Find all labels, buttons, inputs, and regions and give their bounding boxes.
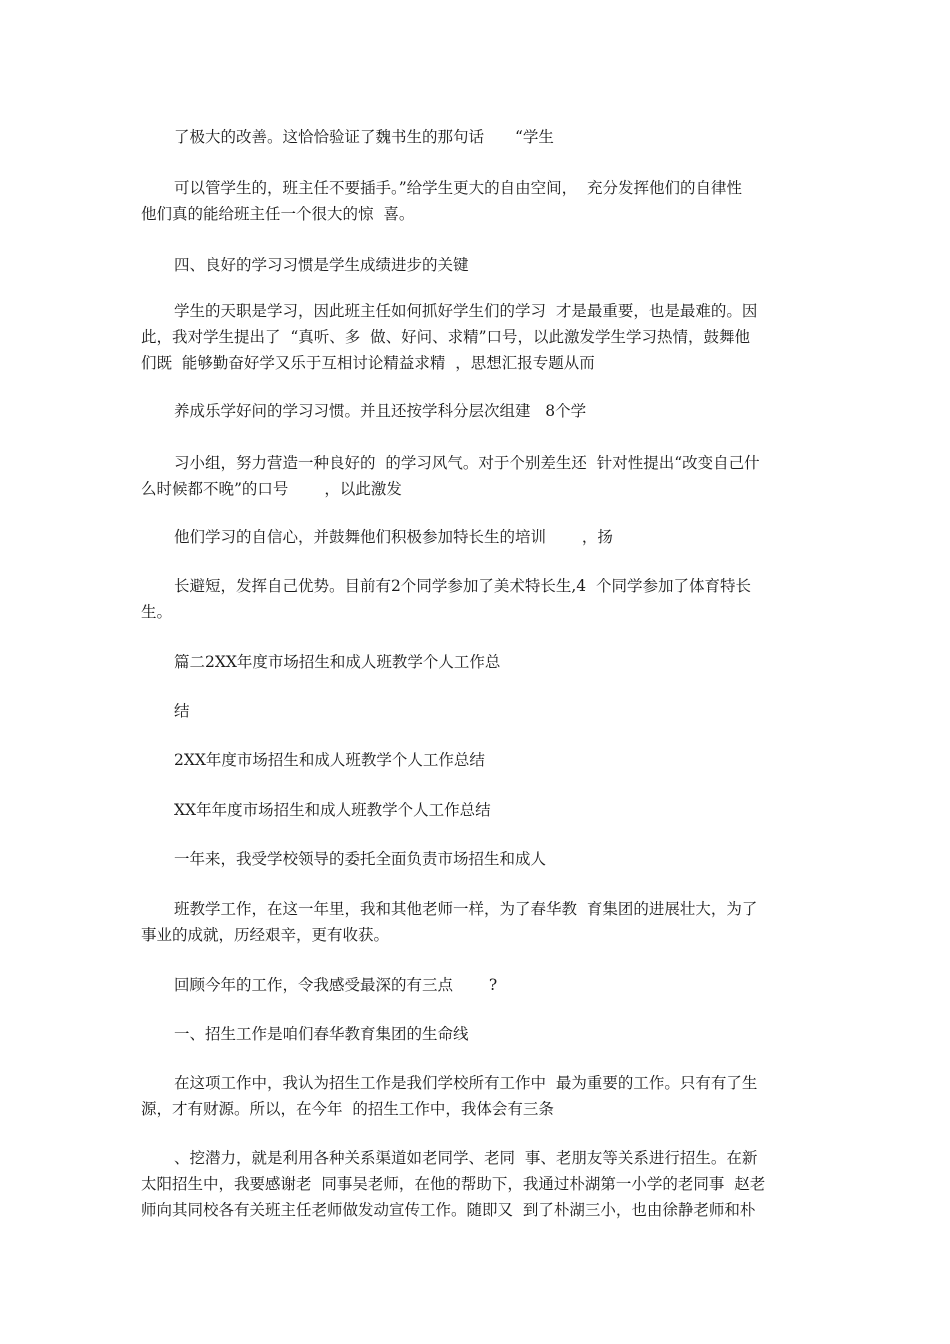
paragraph-16 xyxy=(141,1021,813,1047)
paragraph-6 xyxy=(141,450,813,502)
text-line: 们既 能够勤奋好学又乐于互相讨论精益求精 ，思想汇报专题从而 xyxy=(141,354,595,372)
paragraph-4 xyxy=(141,298,813,376)
text-line: 、挖潜力，就是利用各种关系渠道如老同学、老同 事、老朋友等关系进行招生。在新 xyxy=(174,1149,758,1167)
text-line: 源，才有财源。所以，在今年 的招生工作中，我体会有三条 xyxy=(141,1100,554,1118)
text-line: 可以管学生的，班主任不要插手。”给学生更大的自由空间， 充分发挥他们的自律性 xyxy=(174,179,743,197)
text-line: 事业的成就，历经艰辛，更有收获。 xyxy=(141,926,390,944)
paragraph-2 xyxy=(141,175,813,227)
text-line: 习小组，努力营造一种良好的 的学习风气。对于个别差生还 针对性提出“改变自己什 xyxy=(174,454,760,472)
paragraph-10 xyxy=(141,698,813,724)
paragraph-12 xyxy=(141,797,813,823)
text-line: 学生的天职是学习，因此班主任如何抓好学生们的学习 才是最重要，也是最难的。因 xyxy=(174,302,758,320)
text-line: 在这项工作中，我认为招生工作是我们学校所有工作中 最为重要的工作。只有有了生 xyxy=(174,1074,758,1092)
section-heading: 结 xyxy=(174,702,190,720)
text-line: 生。 xyxy=(141,603,173,621)
paragraph-17 xyxy=(141,1070,813,1122)
text-line: 班教学工作，在这一年里，我和其他老师一样，为了春华教 育集团的进展壮大，为了 xyxy=(174,900,758,918)
paragraph-9 xyxy=(141,649,813,675)
paragraph-1 xyxy=(141,124,813,150)
section-heading: 一、招生工作是咱们春华教育集团的生命线 xyxy=(174,1025,469,1043)
paragraph-18 xyxy=(141,1145,813,1223)
text-line: 此，我对学生提出了 “真听、多 做、好问、求精”口号，以此激发学生学习热情，鼓舞他 xyxy=(141,328,751,346)
paragraph-7 xyxy=(141,524,813,550)
paragraph-15 xyxy=(141,972,813,998)
section-heading: 篇二2XX年度市场招生和成人班教学个人工作总 xyxy=(174,653,501,671)
section-heading: XX年年度市场招生和成人班教学个人工作总结 xyxy=(174,801,491,819)
text-line: 师向其同校各有关班主任老师做发动宣传工作。随即又 到了朴湖三小，也由徐静老师和朴 xyxy=(141,1201,756,1219)
paragraph-14 xyxy=(141,896,813,948)
text-line: 回顾今年的工作，令我感受最深的有三点 ? xyxy=(174,976,498,994)
section-heading: 四、良好的学习习惯是学生成绩进步的关键 xyxy=(174,256,469,274)
paragraph-8 xyxy=(141,573,813,625)
text-line: 他们真的能给班主任一个很大的惊 喜。 xyxy=(141,205,415,223)
text-line: 了极大的改善。这恰恰验证了魏书生的那句话 “学生 xyxy=(174,128,554,146)
text-line: 长避短，发挥自己优势。目前有2个同学参加了美术特长生,4 个同学参加了体育特长 xyxy=(174,577,752,595)
text-line: 他们学习的自信心，并鼓舞他们积极参加特长生的培训 ，扬 xyxy=(174,528,613,546)
text-line: 养成乐学好问的学习习惯。并且还按学科分层次组建 8个学 xyxy=(174,402,587,420)
text-line: 太阳招生中，我要感谢老 同事吴老师，在他的帮助下，我通过朴湖第一小学的老同事 赵老 xyxy=(141,1175,766,1193)
text-line: 一年来，我受学校领导的委托全面负责市场招生和成人 xyxy=(174,850,547,868)
paragraph-13 xyxy=(141,846,813,872)
section-heading: 2XX年度市场招生和成人班教学个人工作总结 xyxy=(174,751,485,769)
paragraph-11 xyxy=(141,747,813,773)
text-line: 么时候都不晚”的口号 ，以此激发 xyxy=(141,480,402,498)
paragraph-5 xyxy=(141,398,813,424)
paragraph-3 xyxy=(141,252,813,278)
